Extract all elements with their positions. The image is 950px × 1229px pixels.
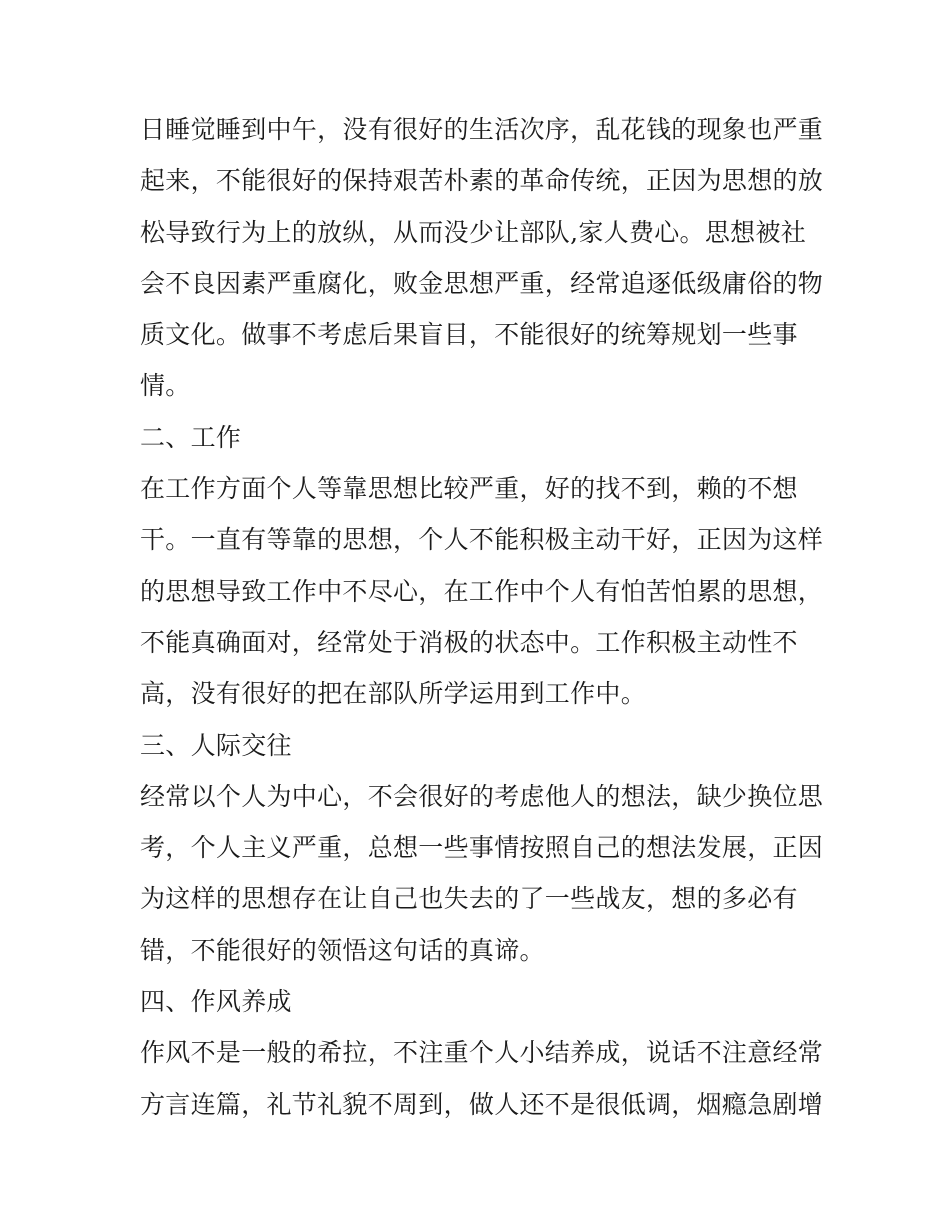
paragraph-line: 经常以个人为中心，不会很好的考虑他人的想法，缺少换位思: [140, 781, 824, 811]
paragraph-line: 质文化。做事不考虑后果盲目，不能很好的统筹规划一些事: [140, 320, 798, 350]
paragraph-line: 情。: [140, 371, 191, 401]
paragraph-line: 的思想导致工作中不尽心，在工作中个人有怕苦怕累的思想，: [140, 576, 824, 606]
paragraph-line: 干。一直有等靠的思想，个人不能积极主动干好，正因为这样: [140, 525, 824, 555]
paragraph-line: 不能真确面对，经常处于消极的状态中。工作积极主动性不: [140, 627, 798, 657]
section-heading-work: 二、工作: [140, 422, 242, 452]
section-heading-style: 四、作风养成: [140, 987, 292, 1017]
paragraph-line: 作风不是一般的希拉，不注重个人小结养成，说话不注意经常: [140, 1038, 824, 1068]
paragraph-line: 起来，不能很好的保持艰苦朴素的革命传统，正因为思想的放: [140, 166, 824, 196]
paragraph-line: 为这样的思想存在让自己也失去的了一些战友，想的多必有: [140, 884, 798, 914]
paragraph-line: 在工作方面个人等靠思想比较严重，好的找不到，赖的不想: [140, 474, 798, 504]
paragraph-line: 日睡觉睡到中午，没有很好的生活次序，乱花钱的现象也严重: [140, 115, 824, 144]
paragraph-line: 会不良因素严重腐化，败金思想严重，经常追逐低级庸俗的物: [140, 268, 824, 298]
paragraph-line: 高，没有很好的把在部队所学运用到工作中。: [140, 679, 647, 709]
paragraph-line: 考，个人主义严重，总想一些事情按照自己的想法发展，正因: [140, 833, 824, 863]
section-heading-interpersonal: 三、人际交往: [140, 730, 292, 760]
document-body: [140, 104, 824, 1130]
paragraph-line: 松导致行为上的放纵，从而没少让部队,家人费心。思想被社: [140, 217, 807, 247]
paragraph-line: 错，不能很好的领悟这句话的真谛。: [140, 935, 545, 965]
paragraph-line: 方言连篇，礼节礼貌不周到，做人还不是很低调，烟瘾急剧增: [140, 1089, 824, 1119]
